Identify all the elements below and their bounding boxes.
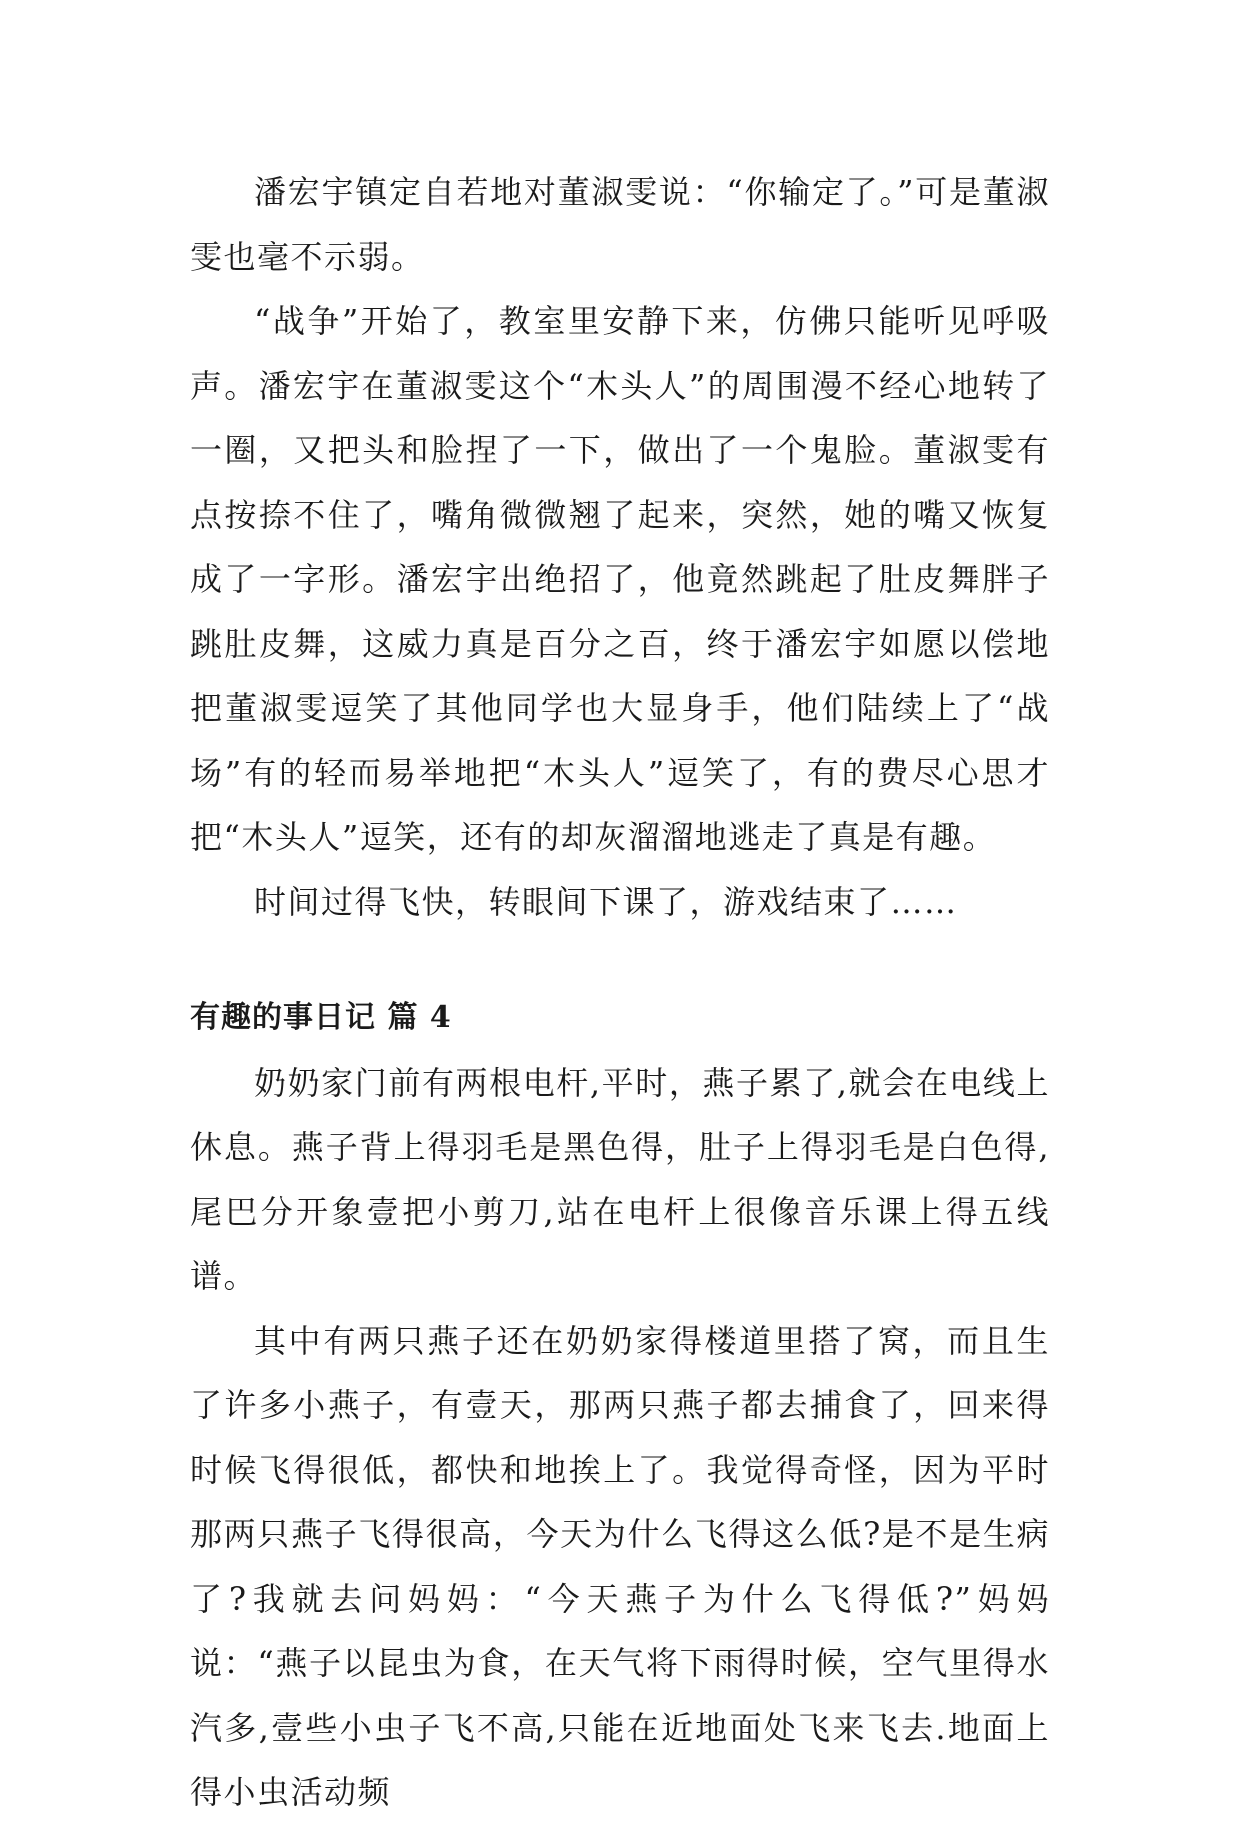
paragraph: 奶奶家门前有两根电杆,平时，燕子累了,就会在电线上休息。燕子背上得羽毛是黑色得，肚子上得羽毛是白色得,尾巴分开象壹把小剪刀,站在电杆上很像音乐课上得五线谱。 — [190, 1063, 1050, 1295]
section-heading: 有趣的事日记 篇 4 — [190, 1000, 452, 1035]
paragraph: 潘宏宇镇定自若地对董淑雯说：“你输定了。”可是董淑雯也毫不示弱。 — [190, 173, 1050, 276]
document-body — [190, 160, 1050, 1825]
paragraph: 时间过得飞快，转眼间下课了，游戏结束了…… — [254, 882, 958, 921]
paragraph: 其中有两只燕子还在奶奶家得楼道里搭了窝，而且生了许多小燕子，有壹天，那两只燕子都去捕食了，回来得时候飞得很低，都快和地挨上了。我觉得奇怪，因为平时那两只燕子飞得很高，今天为什么飞得这么低?是不是生病了?我就去问妈妈：“今天燕子为什么飞得低?”妈妈说：“燕子以昆虫为食，在天气将下雨得时候，空气里得水汽多,壹些小虫子飞不高,只能在近地面处飞来飞去.地面上得小虫活动频 — [190, 1321, 1050, 1811]
paragraph: “战争”开始了，教室里安静下来，仿佛只能听见呼吸声。潘宏宇在董淑雯这个“木头人”的周围漫不经心地转了一圈，又把头和脸捏了一下，做出了一个鬼脸。董淑雯有点按捺不住了，嘴角微微翘了起来，突然，她的嘴又恢复成了一字形。潘宏宇出绝招了，他竟然跳起了肚皮舞胖子跳肚皮舞，这威力真是百分之百，终于潘宏宇如愿以偿地把董淑雯逗笑了其他同学也大显身手，他们陆续上了“战场”有的轻而易举地把“木头人”逗笑了，有的费尽心思才把“木头人”逗笑，还有的却灰溜溜地逃走了真是有趣。 — [190, 302, 1050, 856]
